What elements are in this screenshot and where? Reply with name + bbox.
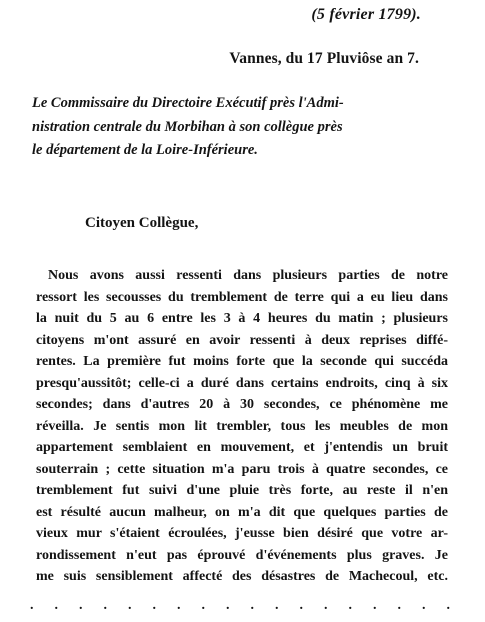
ellipsis-dot: . xyxy=(422,598,426,613)
addressee-block xyxy=(32,92,452,163)
ellipsis-dot: . xyxy=(250,598,254,613)
body-line: Nous avons aussi ressenti dans plusieurs parties de notre xyxy=(48,268,448,283)
addressee-line: le département de la Loire-Inférieure. xyxy=(32,142,258,158)
body-line: rondissement n'eut pas éprouvé d'événements plus graves. Je xyxy=(36,547,448,563)
ellipsis-dot: . xyxy=(446,598,450,613)
letter-place-date: Vannes, du 17 Pluviôse an 7. xyxy=(229,50,419,67)
ellipsis-dot: . xyxy=(30,598,34,613)
ellipsis-dot: . xyxy=(299,598,303,613)
salutation: Citoyen Collègue, xyxy=(85,215,199,231)
ellipsis-dot: . xyxy=(54,598,58,613)
addressee-line: nistration centrale du Morbihan à son collègue près xyxy=(32,118,343,135)
addressee-line: Le Commissaire du Directoire Exécutif près l'Admi- xyxy=(32,95,344,111)
body-line: la nuit du 5 au 6 entre les 3 à 4 heures du matin ; plusieurs xyxy=(36,311,448,326)
letter-date-gregorian: (5 février 1799). xyxy=(311,6,421,23)
ellipsis-dot: . xyxy=(275,598,279,613)
ellipsis-dot: . xyxy=(177,598,181,613)
body-line: me suis sensiblement affecté des désastres de Machecoul, etc. xyxy=(36,569,448,584)
letter-body xyxy=(36,265,448,588)
ellipsis-dot: . xyxy=(152,598,156,613)
ellipsis-row xyxy=(30,598,450,614)
ellipsis-dot: . xyxy=(103,598,107,613)
ellipsis-dot: . xyxy=(128,598,132,613)
ellipsis-dot: . xyxy=(79,598,83,613)
ellipsis-dot: . xyxy=(226,598,230,613)
body-line: rentes. La première fut moins forte que la seconde qui succéda xyxy=(36,354,448,369)
body-line: presqu'aussitôt; celle-ci a duré dans certains endroits, cinq à six xyxy=(36,375,448,391)
body-line: citoyens m'ont assuré en avoir ressenti à deux reprises diffé- xyxy=(36,332,448,348)
body-line: tremblement fut suivi d'une pluie très forte, au reste il n'en xyxy=(36,483,448,498)
body-line: est résulté aucun malheur, on m'a dit que quelques parties de xyxy=(36,504,448,520)
ellipsis-dot: . xyxy=(201,598,205,613)
ellipsis-dot: . xyxy=(373,598,377,613)
body-line: ressort les secousses du tremblement de terre qui a eu lieu dans xyxy=(36,289,448,305)
body-line: appartement semblaient en mouvement, et j'entendis un bruit xyxy=(36,440,448,455)
ellipsis-dot: . xyxy=(324,598,328,613)
body-line: réveilla. Je sentis mon lit trembler, tous les meubles de mon xyxy=(36,418,448,434)
body-line: souterrain ; cette situation m'a paru trois à quatre secondes, ce xyxy=(36,461,448,477)
ellipsis-dot: . xyxy=(348,598,352,613)
body-line: vieux mur s'étaient écroulées, j'eusse bien désiré que votre ar- xyxy=(36,526,448,541)
ellipsis-dot: . xyxy=(397,598,401,613)
body-line: secondes; dans d'autres 20 à 30 secondes, ce phénomène me xyxy=(36,397,448,412)
